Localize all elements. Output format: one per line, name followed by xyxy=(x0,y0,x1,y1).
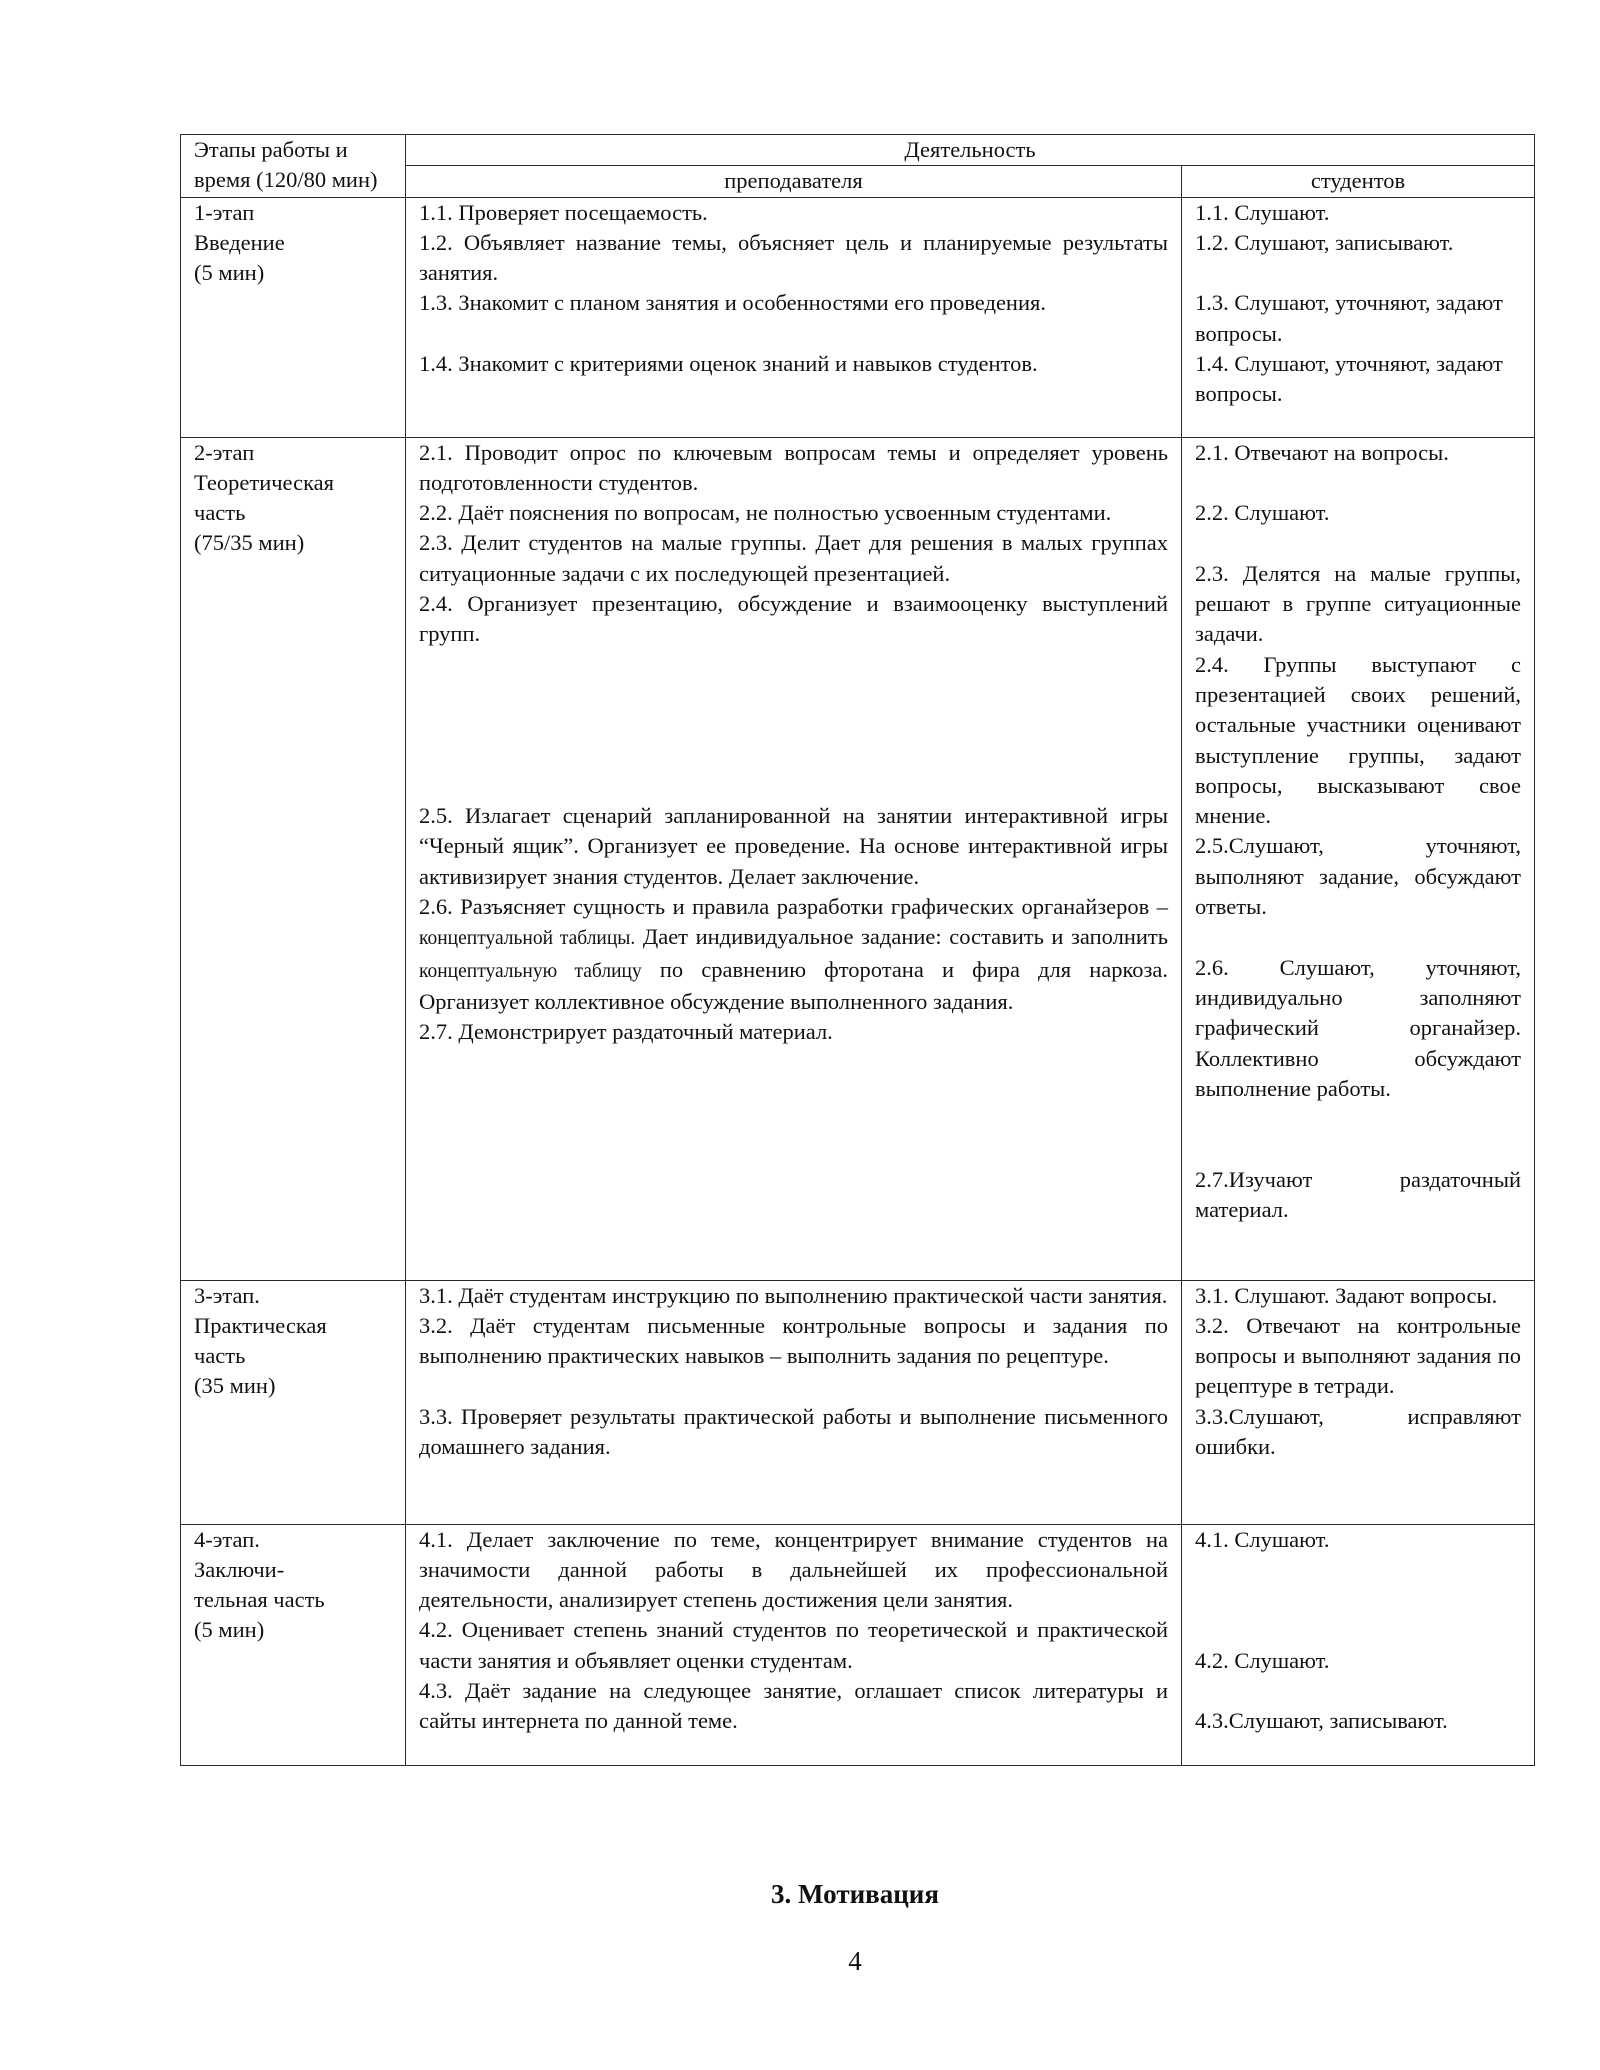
stage-name: Введение xyxy=(194,229,285,255)
stage-name: Практическая часть xyxy=(194,1312,327,1369)
teacher-item: 4.3. Даёт задание на следующее занятие, оглашает список литературы и сайты интернета по данной теме. xyxy=(419,1678,1168,1734)
stage-name: Теоретическая часть xyxy=(194,469,335,526)
activity-header-cell xyxy=(406,135,1535,166)
teacher-item: 2.3. Делит студентов на малые группы. Дает для решения в малых группах ситуационные задачи с их последующей презентацией. xyxy=(419,530,1168,586)
students-item: 2.6. Слушают, уточняют, индивидуально заполняют графический органайзер. Коллективно обсуждают выполнение работы. xyxy=(1195,954,1522,1101)
stage-number: 2-этап xyxy=(194,439,255,465)
students-cell xyxy=(1182,197,1535,437)
teacher-item: 2.4. Организует презентацию, обсуждение и взаимооценку выступлений групп. xyxy=(419,591,1168,647)
teacher-header: преподавателя xyxy=(724,168,863,194)
stage-time: (5 мин) xyxy=(194,1617,265,1643)
students-item: 1.4. Слушают, уточняют, задают вопросы. xyxy=(1195,351,1503,407)
teacher-item: 2.2. Даёт пояснения по вопросам, не полностью усвоенным студентами. xyxy=(419,500,1112,526)
teacher-item: 4.1. Делает заключение по теме, концентрирует внимание студентов на значимости данной работы в дальнейшей их профессиональной деятельности, анализирует степень достижения цели занятия. xyxy=(419,1526,1168,1613)
students-item: 3.3.Слушают, исправляют ошибки. xyxy=(1195,1403,1522,1460)
students-item: 2.5.Слушают, уточняют, выполняют задание, обсуждают ответы. xyxy=(1195,833,1522,920)
stage-cell xyxy=(181,197,406,437)
students-item: 4.2. Слушают. xyxy=(1195,1647,1330,1673)
teacher-cell xyxy=(406,437,1182,1280)
teacher-item: 1.1. Проверяет посещаемость. xyxy=(419,199,708,225)
table-row xyxy=(181,437,1535,1280)
teacher-item: 2.5. Излагает сценарий запланированной на занятии интерактивной игры “Черный ящик”. Организует ее проведение. На основе интерактивной игры активизирует знания студентов. Делает заключение. xyxy=(419,803,1168,889)
teacher-cell xyxy=(406,1524,1182,1765)
students-header: студентов xyxy=(1310,168,1406,194)
teacher-item: 2.7. Демонстрирует раздаточный материал. xyxy=(419,1019,833,1045)
teacher-item: 1.2. Объявляет название темы, объясняет цель и планируемые результаты занятия. xyxy=(419,229,1168,286)
stage-cell xyxy=(181,1524,406,1765)
activity-header: Деятельность xyxy=(904,137,1036,162)
students-item: 2.1. Отвечают на вопросы. xyxy=(1195,439,1449,465)
students-cell xyxy=(1182,1280,1535,1524)
stage-time: (35 мин) xyxy=(194,1373,276,1399)
students-header-cell xyxy=(1182,166,1535,197)
stage-number: 4-этап. xyxy=(194,1526,260,1552)
section-title: 3. Мотивация xyxy=(771,1879,939,1909)
students-item: 4.3.Слушают, записывают. xyxy=(1195,1708,1448,1734)
students-item: 3.1. Слушают. Задают вопросы. xyxy=(1195,1282,1498,1308)
table-row xyxy=(181,197,1535,437)
students-item: 2.7.Изучают раздаточный материал. xyxy=(1195,1166,1522,1223)
stage-name: тельная часть xyxy=(194,1587,325,1613)
students-item: 2.4. Группы выступают с презентацией своих решений, остальные участники оценивают выступление группы, задают вопросы, высказывают свое мнение. xyxy=(1195,651,1522,829)
stage-cell xyxy=(181,1280,406,1524)
students-item: 2.3. Делятся на малые группы, решают в группе ситуационные задачи. xyxy=(1195,560,1522,647)
students-cell xyxy=(1182,437,1535,1280)
students-item: 2.2. Слушают. xyxy=(1195,500,1330,526)
stage-time: (75/35 мин) xyxy=(194,530,305,556)
teacher-item: 3.3. Проверяет результаты практической работы и выполнение письменного домашнего задания. xyxy=(419,1403,1168,1460)
teacher-item: 2.1. Проводит опрос по ключевым вопросам темы и определяет уровень подготовленности студентов. xyxy=(419,439,1168,495)
lesson-plan-table xyxy=(180,134,1535,1766)
stage-header-cell xyxy=(181,135,406,198)
stage-cell xyxy=(181,437,406,1280)
stage-name: Заключи- xyxy=(194,1556,285,1582)
teacher-item: 1.3. Знакомит с планом занятия и особенностями его проведения. xyxy=(419,290,1046,316)
stage-time: (5 мин) xyxy=(194,260,265,286)
students-cell xyxy=(1182,1524,1535,1765)
students-item: 1.3. Слушают, уточняют, задают вопросы. xyxy=(1195,290,1503,346)
teacher-cell xyxy=(406,1280,1182,1524)
page-number: 4 xyxy=(848,1946,862,1976)
students-item: 1.2. Слушают, записывают. xyxy=(1195,229,1454,255)
students-item: 4.1. Слушают. xyxy=(1195,1526,1330,1552)
teacher-item: 4.2. Оценивает степень знаний студентов по теоретической и практической части занятия и объявляет оценки студентам. xyxy=(419,1617,1168,1673)
table-header-row xyxy=(181,135,1535,166)
teacher-header-cell xyxy=(406,166,1182,197)
stage-header: Этапы работы и время (120/80 мин) xyxy=(194,137,378,193)
teacher-item: 3.2. Даёт студентам письменные контрольные вопросы и задания по выполнению практических навыков – выполнить задания по рецептуре. xyxy=(419,1312,1168,1369)
table-row xyxy=(181,1280,1535,1524)
teacher-item: 1.4. Знакомит с критериями оценок знаний и навыков студентов. xyxy=(419,351,1038,377)
students-item: 3.2. Отвечают на контрольные вопросы и выполняют задания по рецептуре в тетради. xyxy=(1195,1312,1522,1399)
teacher-item: 2.6. Разъясняет сущность и правила разработки графических органайзеров – концептуальной таблицы. Дает индивидуальное задание: составить и заполнить концептуальную таблицу по сравнению фторотана и фира для наркоза. Организует коллективное обсуждение выполненного задания. xyxy=(419,894,1169,1014)
stage-number: 3-этап. xyxy=(194,1282,260,1308)
stage-number: 1-этап xyxy=(194,199,255,225)
teacher-cell xyxy=(406,197,1182,437)
students-item: 1.1. Слушают. xyxy=(1195,199,1330,225)
teacher-item: 3.1. Даёт студентам инструкцию по выполнению практической части занятия. xyxy=(419,1282,1168,1308)
table-row xyxy=(181,1524,1535,1765)
